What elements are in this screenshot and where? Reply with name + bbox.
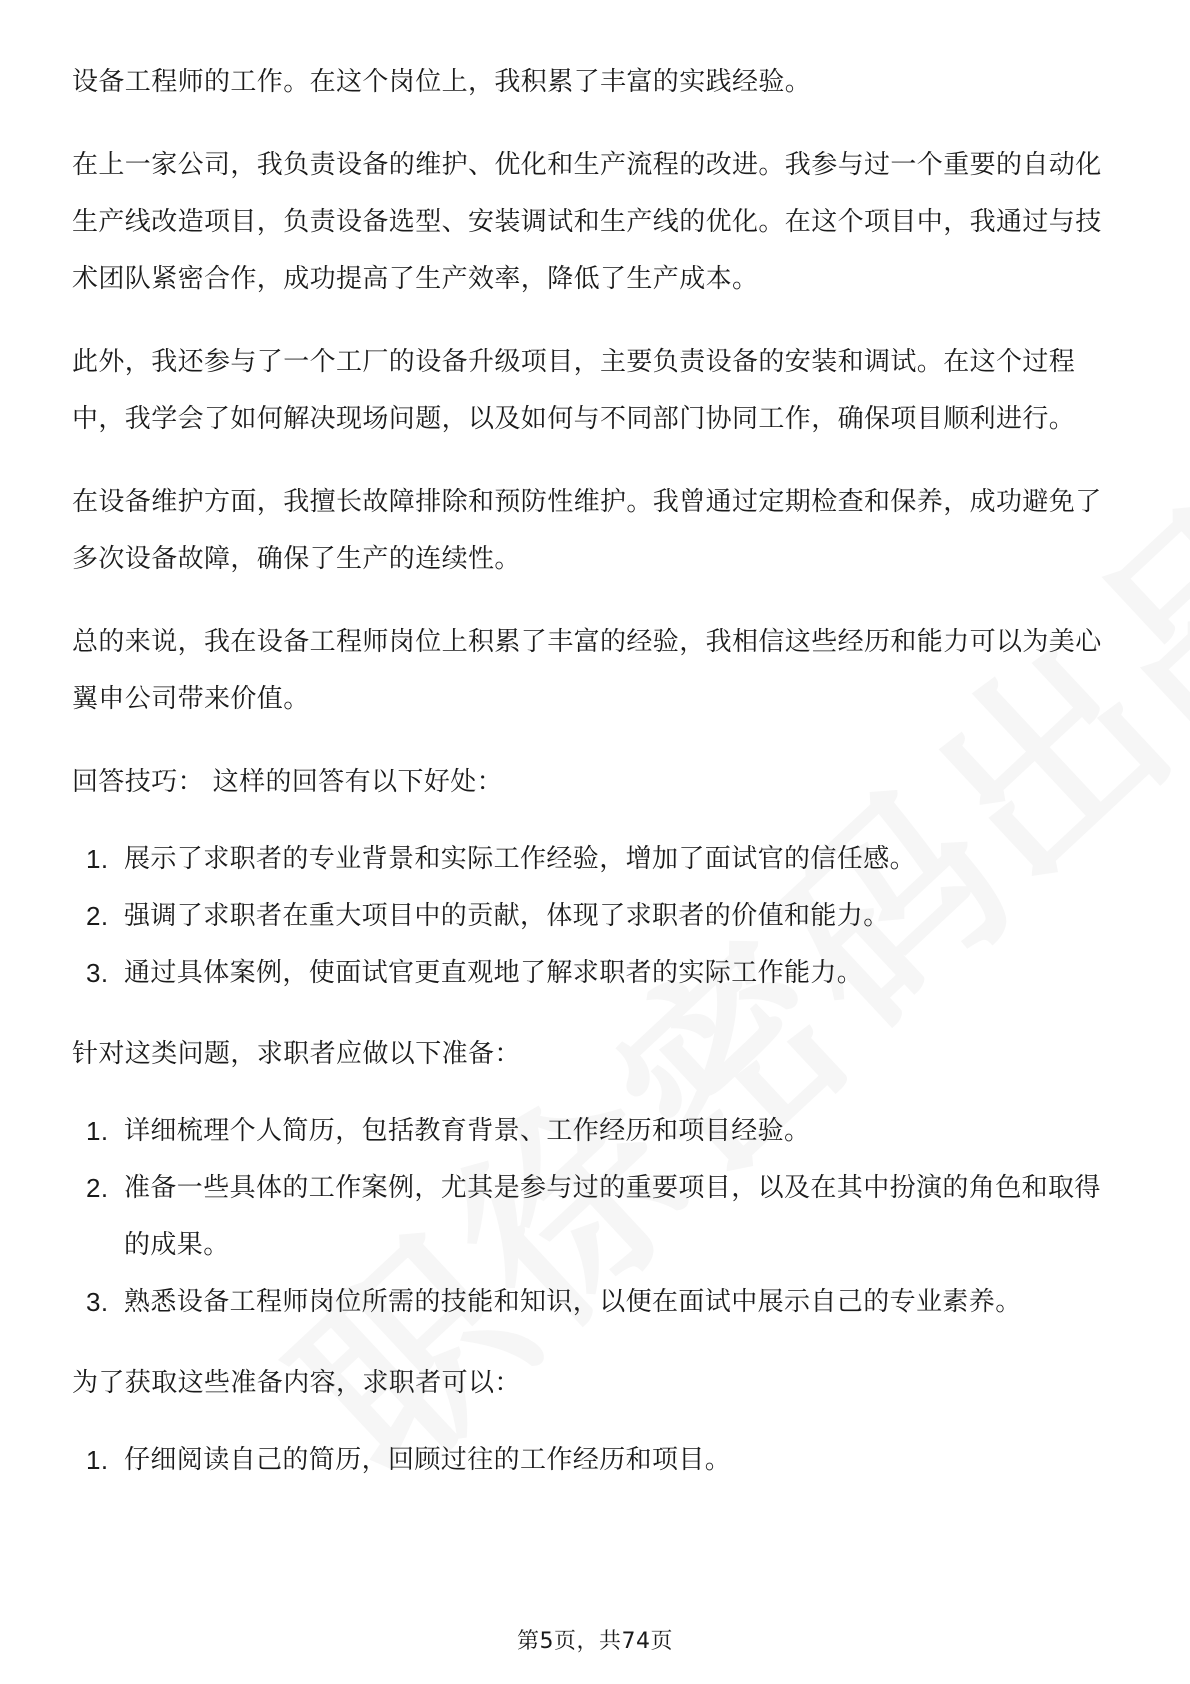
list-item	[72, 1274, 1122, 1331]
answer-tips-heading: 回答技巧： 这样的回答有以下好处：	[72, 767, 504, 797]
list-number: 1.	[86, 1116, 109, 1146]
list-number: 3.	[86, 958, 109, 988]
list-item	[72, 1160, 1122, 1274]
obtain-heading: 为了获取这些准备内容，求职者可以：	[72, 1368, 521, 1398]
list-number: 2.	[86, 1173, 109, 1203]
list-item-text: 通过具体案例，使面试官更直观地了解求职者的实际工作能力。	[124, 958, 864, 988]
list-item-text: 强调了求职者在重大项目中的贡献，体现了求职者的价值和能力。	[124, 901, 890, 931]
list-number: 3.	[86, 1287, 109, 1317]
list-item-text: 详细梳理个人简历，包括教育背景、工作经历和项目经验。	[124, 1116, 811, 1146]
list-item-text: 准备一些具体的工作案例，尤其是参与过的重要项目，以及在其中扮演的角色和取得的成果。	[124, 1173, 1101, 1260]
paragraph-upgrade-project: 此外，我还参与了一个工厂的设备升级项目，主要负责设备的安装和调试。在这个过程中，我学会了如何解决现场问题，以及如何与不同部门协同工作，确保项目顺利进行。	[72, 347, 1076, 434]
list-item-text: 仔细阅读自己的简历，回顾过往的工作经历和项目。	[124, 1445, 732, 1475]
list-item	[72, 888, 1122, 945]
benefits-list	[72, 831, 1122, 1002]
preparation-heading: 针对这类问题，求职者应做以下准备：	[72, 1039, 521, 1069]
list-item-text: 熟悉设备工程师岗位所需的技能和知识，以便在面试中展示自己的专业素养。	[124, 1287, 1022, 1317]
list-item	[72, 831, 1122, 888]
page-number-footer: 第5页，共74页	[517, 1629, 673, 1654]
list-item	[72, 945, 1122, 1002]
paragraph-summary: 总的来说，我在设备工程师岗位上积累了丰富的经验，我相信这些经历和能力可以为美心翼申公司带来价值。	[72, 627, 1102, 714]
list-number: 1.	[86, 844, 109, 874]
paragraph-intro: 设备工程师的工作。在这个岗位上，我积累了丰富的实践经验。	[72, 67, 812, 97]
list-number: 1.	[86, 1445, 109, 1475]
preparation-list	[72, 1103, 1122, 1331]
obtain-list	[72, 1432, 1122, 1489]
paragraph-maintenance: 在设备维护方面，我擅长故障排除和预防性维护。我曾通过定期检查和保养，成功避免了多次设备故障，确保了生产的连续性。	[72, 487, 1102, 574]
paragraph-previous-company: 在上一家公司，我负责设备的维护、优化和生产流程的改进。我参与过一个重要的自动化生产线改造项目，负责设备选型、安装调试和生产线的优化。在这个项目中，我通过与技术团队紧密合作，成功提高了生产效率，降低了生产成本。	[72, 150, 1102, 294]
page-content	[72, 54, 1122, 1513]
list-item-text: 展示了求职者的专业背景和实际工作经验，增加了面试官的信任感。	[124, 844, 917, 874]
list-number: 2.	[86, 901, 109, 931]
list-item	[72, 1432, 1122, 1489]
list-item	[72, 1103, 1122, 1160]
